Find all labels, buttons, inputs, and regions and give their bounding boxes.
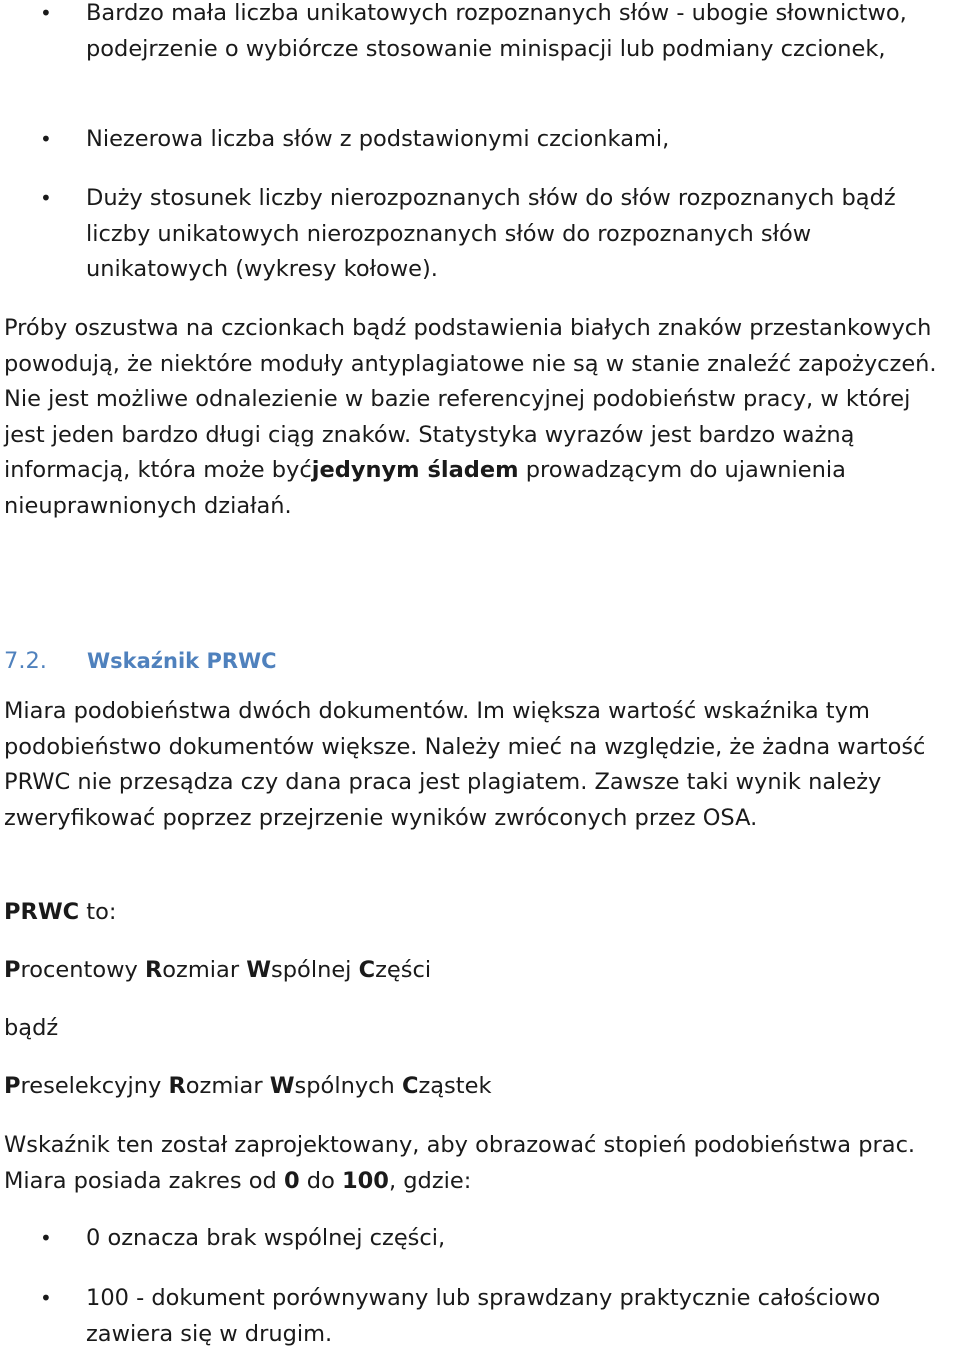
section-title: Wskaźnik PRWC: [87, 649, 277, 673]
paragraph-prwc-definition: Miara podobieństwa dwóch dokumentów. Im większa wartość wskaźnika tym podobieństwo dokumentów większe. Należy mieć na względzie, że żadna wartość PRWC nie przesądza czy dana praca jest plagiatem. Zawsze taki wynik należy zweryfikować poprzez przejrzenie wyników zwróconych przez OSA.: [4, 698, 926, 831]
list-item-text: 100 - dokument porównywany lub sprawdzany praktycznie całościowo zawiera się w drugim.: [86, 1285, 881, 1347]
emphasis-text: jedynym śladem: [311, 457, 519, 483]
initial-letter: P: [4, 1073, 21, 1099]
initial-letter: R: [144, 957, 163, 983]
word-rest: ozmiar: [185, 1073, 270, 1099]
paragraph-text: do: [299, 1167, 342, 1194]
word-rest: spólnej: [271, 957, 359, 983]
prwc-expansion-2: [4, 1069, 954, 1105]
list-item-text: Duży stosunek liczby nierozpoznanych słów do słów rozpoznanych bądź liczby unikatowych nierozpoznanych słów do rozpoznanych słów unikatowych (wykresy kołowe).: [86, 185, 896, 282]
paragraph-text: Próby oszustwa na czcionkach bądź podstawienia białych znaków przestankowych powodują, że niektóre moduły antyplagiatowe nie są w stanie znaleźć zapożyczeń. Nie jest możliwe odnalezienie w bazie referencyjnej podobieństw pracy, w której jest jeden bardzo długi ciąg znaków. Statystyka wyrazów jest bardzo ważną informacją, która może być: [4, 315, 937, 483]
bullet-icon: •: [40, 1226, 52, 1250]
prwc-expansion-1: [4, 953, 954, 989]
initial-letter: C: [401, 1073, 419, 1099]
word-rest: spólnych: [294, 1073, 402, 1099]
initial-letter: W: [269, 1073, 295, 1099]
range-min: 0: [283, 1167, 300, 1194]
initial-letter: C: [358, 957, 376, 983]
paragraph-fraud-attempts: [4, 311, 954, 524]
word-rest: zęści: [375, 957, 432, 983]
initial-letter: P: [4, 957, 21, 983]
initial-letter: R: [168, 1073, 186, 1099]
or-text: bądź: [4, 1015, 59, 1041]
prwc-label-rest: to:: [79, 899, 117, 925]
section-number: 7.2.: [4, 648, 47, 674]
list-item-text: Niezerowa liczba słów z podstawionymi czcionkami,: [86, 126, 670, 152]
prwc-abbrev: PRWC: [4, 899, 80, 925]
list-item-text: Bardzo mała liczba unikatowych rozpoznanych słów - ubogie słownictwo, podejrzenie o wybiórcze stosowanie minispacji lub podmiany czcionek,: [86, 0, 907, 62]
paragraph-text: prowadzącym do ujawnienia nieuprawnionych działań.: [4, 457, 846, 519]
bullet-icon: •: [40, 127, 52, 151]
bullet-icon: •: [40, 1, 52, 25]
word-rest: rocentowy: [20, 957, 145, 983]
bullet-icon: •: [40, 186, 52, 210]
prwc-label: [4, 895, 954, 931]
section-heading: [4, 643, 704, 679]
list-item-text: 0 oznacza brak wspólnej części,: [86, 1225, 446, 1251]
paragraph-text: Wskaźnik ten został zaprojektowany, aby obrazować stopień podobieństwa prac. Miara posiada zakres od: [4, 1132, 916, 1194]
paragraph-range: [4, 1128, 954, 1199]
word-rest: ząstek: [418, 1073, 492, 1099]
word-rest: ozmiar: [162, 957, 247, 983]
bullet-icon: •: [40, 1286, 52, 1310]
range-max: 100: [342, 1167, 389, 1194]
paragraph-text: , gdzie:: [388, 1167, 472, 1194]
initial-letter: W: [246, 957, 272, 983]
word-rest: reselekcyjny: [20, 1073, 169, 1099]
